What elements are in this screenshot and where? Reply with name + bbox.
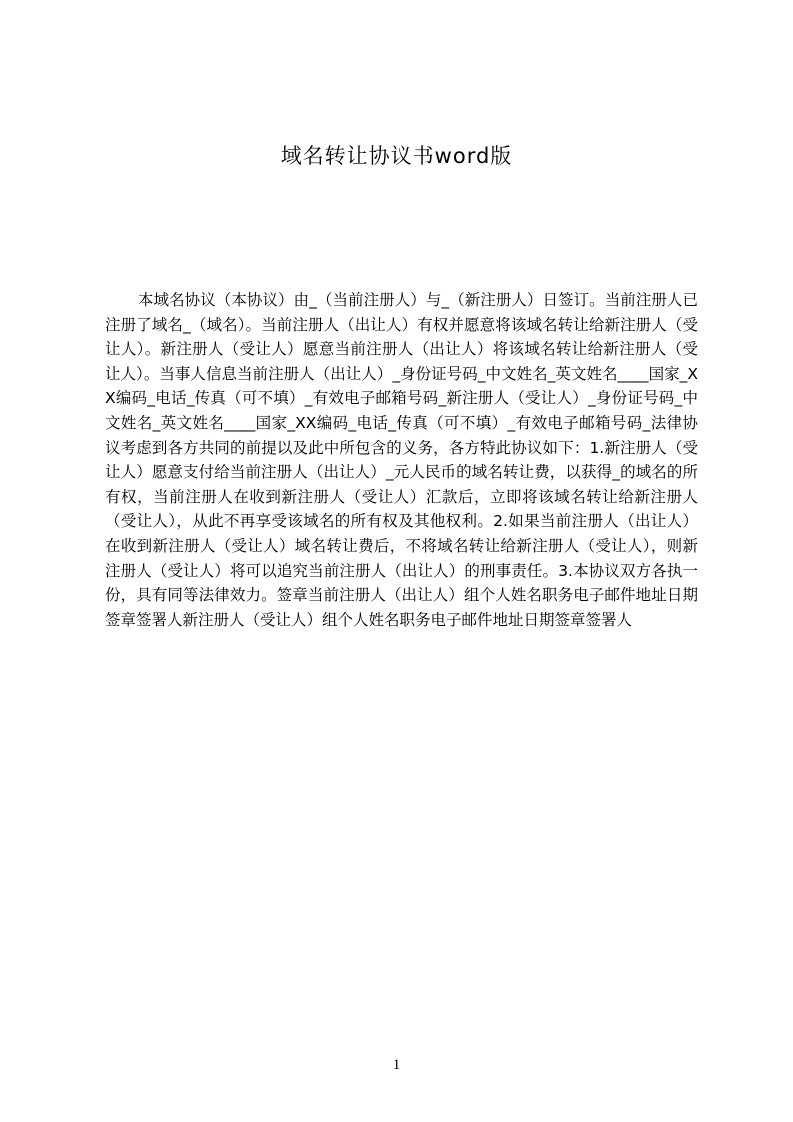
- document-title: 域名转让协议书word版: [280, 144, 513, 168]
- page-number: 1: [392, 1057, 401, 1073]
- document-body-paragraph: 本域名协议（本协议）由_（当前注册人）与_（新注册人）日签订。当前注册人已注册了域名_（域名）。当前注册人（出让人）有权并愿意将该域名转让给新注册人（受让人）。新注册人（受让人）愿意当前注册人（出让人）将该域名转让给新注册人（受让人）。当事人信息当前注册人（出让人）_身份证号码_中文姓名_英文姓名____国家_XX编码_电话_传真（可不填）_有效电子邮箱号码_新注册人（受让人）_身份证号码_中文姓名_英文姓名____国家_XX编码_电话_传真（可不填）_有效电子邮箱号码_法律协议考虑到各方共同的前提以及此中所包含的义务，各方特此协议如下：1.新注册人（受让人）愿意支付给当前注册人（出让人）_元人民币的域名转让费，以获得_的域名的所有权，当前注册人在收到新注册人（受让人）汇款后，立即将该域名转让给新注册人（受让人），从此不再享受该域名的所有权及其他权利。2.如果当前注册人（出让人）在收到新注册人（受让人）域名转让费后，不将域名转让给新注册人（受让人），则新注册人（受让人）将可以追究当前注册人（出让人）的刑事责任。3.本协议双方各执一份，具有同等法律效力。签章当前注册人（出让人）组个人姓名职务电子邮件地址日期签章签署人新注册人（受让人）组个人姓名职务电子邮件地址日期签章签署人: [105, 291, 698, 629]
